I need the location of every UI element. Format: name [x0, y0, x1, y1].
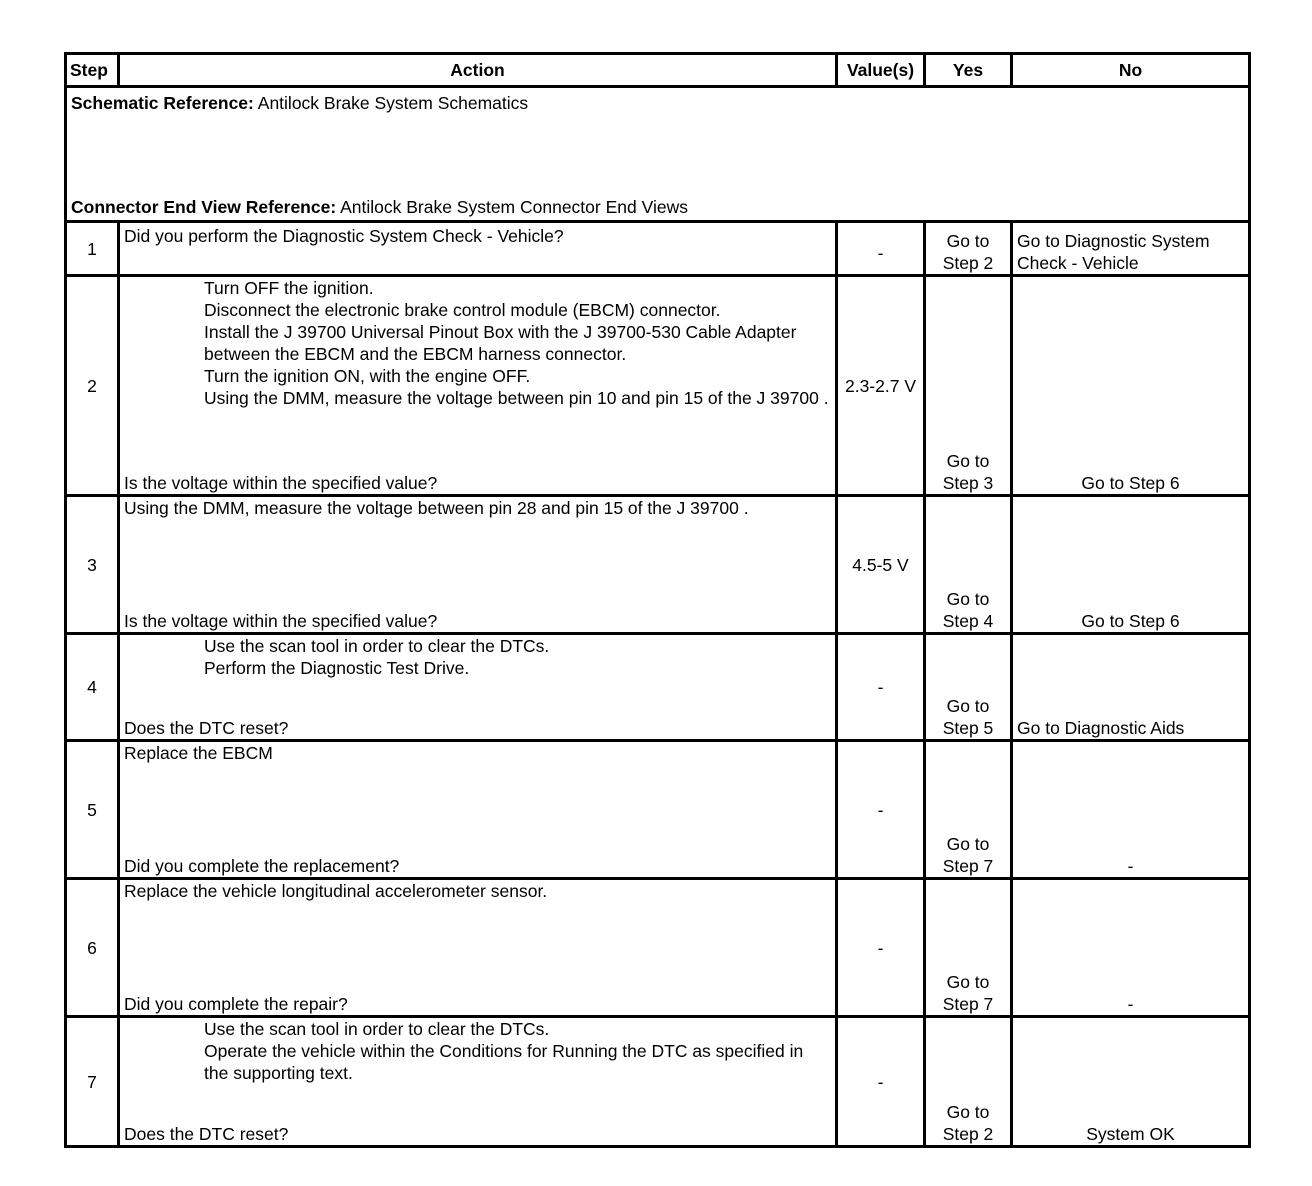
action-cell	[119, 496, 837, 634]
no-cell: -	[1012, 741, 1250, 879]
action-cell	[119, 276, 837, 496]
connector-reference-link[interactable]: Antilock Brake System Connector End Views	[336, 197, 688, 217]
header-no: No	[1012, 54, 1250, 87]
action-text: Replace the vehicle longitudinal accelerometer sensor.	[124, 881, 548, 901]
substep-list	[124, 635, 831, 679]
schematic-reference	[71, 92, 528, 114]
schematic-reference-label: Schematic Reference:	[71, 93, 254, 113]
substep: Using the DMM, measure the voltage between pin 10 and pin 15 of the J 39700 .	[204, 388, 829, 408]
table-row-step-7	[66, 1017, 1250, 1147]
yes-cell[interactable]: Go to Step 3	[925, 276, 1012, 496]
no-cell[interactable]: Go to Step 6	[1012, 496, 1250, 634]
table-row-step-3	[66, 496, 1250, 634]
reference-row	[66, 87, 1250, 222]
action-text: Using the DMM, measure the voltage between pin 28 and pin 15 of the J 39700 .	[124, 498, 749, 518]
header-action: Action	[119, 54, 837, 87]
table-row-step-5	[66, 741, 1250, 879]
connector-reference	[71, 196, 688, 218]
substep: Disconnect the electronic brake control module (EBCM) connector.	[204, 300, 721, 320]
substep-list	[124, 277, 831, 409]
value-cell: -	[837, 1017, 925, 1147]
no-cell[interactable]: Go to Diagnostic System Check - Vehicle	[1012, 222, 1250, 276]
no-cell[interactable]: Go to Step 6	[1012, 276, 1250, 496]
yes-cell[interactable]: Go to Step 5	[925, 634, 1012, 741]
question-text: Is the voltage within the specified value?	[124, 611, 438, 631]
substep: Use the scan tool in order to clear the DTCs.	[204, 1019, 550, 1039]
question-text: Is the voltage within the specified value?	[124, 473, 438, 493]
action-cell	[119, 1017, 837, 1147]
yes-cell[interactable]: Go to Step 4	[925, 496, 1012, 634]
question-text: Did you complete the replacement?	[124, 856, 400, 876]
value-cell: 2.3-2.7 V	[837, 276, 925, 496]
step-number: 7	[66, 1017, 119, 1147]
action-text: Did you perform the Diagnostic System Check - Vehicle?	[124, 226, 564, 246]
substep: Turn OFF the ignition.	[204, 278, 374, 298]
yes-cell[interactable]: Go to Step 2	[925, 1017, 1012, 1147]
header-yes: Yes	[925, 54, 1012, 87]
substep: Perform the Diagnostic Test Drive.	[204, 658, 470, 678]
value-cell: -	[837, 634, 925, 741]
step-number: 4	[66, 634, 119, 741]
schematic-reference-link[interactable]: Antilock Brake System Schematics	[253, 93, 529, 113]
substep: Turn the ignition ON, with the engine OFF.	[204, 366, 531, 386]
header-row	[66, 54, 1250, 87]
step-number: 1	[66, 222, 119, 276]
action-cell	[119, 634, 837, 741]
action-cell	[119, 741, 837, 879]
substep-list	[124, 1018, 831, 1084]
table-row-step-4	[66, 634, 1250, 741]
header-values: Value(s)	[837, 54, 925, 87]
step-number: 5	[66, 741, 119, 879]
yes-cell[interactable]: Go to Step 7	[925, 741, 1012, 879]
table-row-step-6	[66, 879, 1250, 1017]
header-step: Step	[66, 54, 119, 87]
value-cell: -	[837, 222, 925, 276]
step-number: 6	[66, 879, 119, 1017]
no-cell[interactable]: Go to Diagnostic Aids	[1012, 634, 1250, 741]
step-number: 3	[66, 496, 119, 634]
question-text: Does the DTC reset?	[124, 1124, 289, 1144]
question-text: Does the DTC reset?	[124, 718, 289, 738]
substep: Operate the vehicle within the Conditions for Running the DTC as specified in the supporting text.	[204, 1041, 804, 1083]
value-cell: -	[837, 879, 925, 1017]
no-cell: -	[1012, 879, 1250, 1017]
value-cell: 4.5-5 V	[837, 496, 925, 634]
table-row-step-1	[66, 222, 1250, 276]
connector-reference-label: Connector End View Reference:	[71, 197, 337, 217]
action-cell	[119, 879, 837, 1017]
question-text: Did you complete the repair?	[124, 994, 348, 1014]
no-cell: System OK	[1012, 1017, 1250, 1147]
yes-cell[interactable]: Go to Step 7	[925, 879, 1012, 1017]
step-number: 2	[66, 276, 119, 496]
yes-cell[interactable]: Go to Step 2	[925, 222, 1012, 276]
substep: Install the J 39700 Universal Pinout Box with the J 39700-530 Cable Adapter between the EBCM and the EBCM harness connector.	[204, 322, 797, 364]
action-cell	[119, 222, 837, 276]
substep: Use the scan tool in order to clear the DTCs.	[204, 636, 550, 656]
reference-cell	[66, 87, 1250, 222]
diagnostic-table	[64, 52, 1251, 1148]
value-cell: -	[837, 741, 925, 879]
action-text: Replace the EBCM	[124, 743, 273, 763]
table-row-step-2	[66, 276, 1250, 496]
